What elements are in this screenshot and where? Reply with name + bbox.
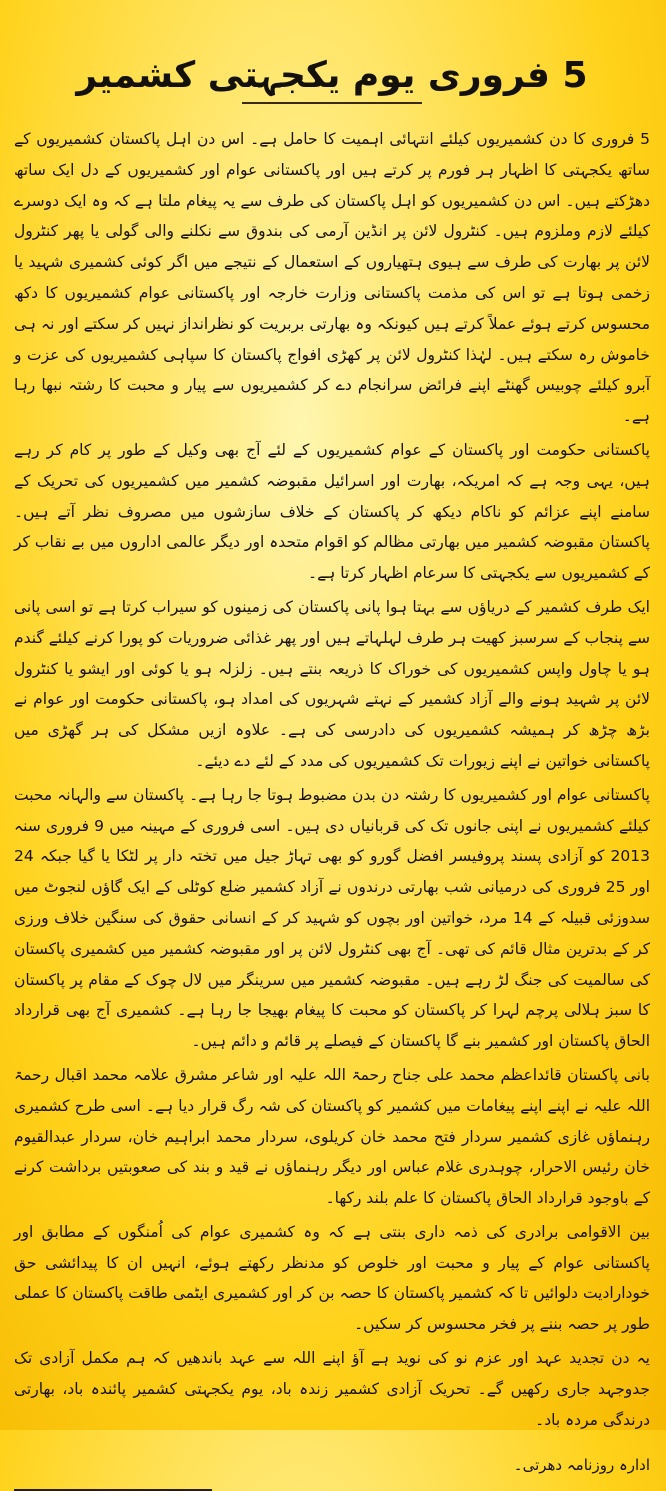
paragraph-5: بانی پاکستان قائداعظم محمد علی جناح رحمۃ اللہ علیہ اور شاعر مشرق علامہ محمد اقبال رحمۃ اللہ علیہ نے اپنے اپنے پیغامات میں کشمیر کو پاکستان کی شہ رگ قرار دیا ہے۔ اسی طرح کشمیری رہنماؤں غازی کشمیر سردار فتح محمد خان کریلوی، سردار محمد ابراہیم خان، سردار عبدالقیوم خان رئیس الاحرار، چوہدری غلام عباس اور دیگر رہنماؤں نے قید و بند کی صعوبتیں برداشت کرنے کے باوجود قرارداد الحاق پاکستان کا علم بلند رکھا۔ (14, 1065, 650, 1208)
paragraph-7: یہ دن تجدید عہد اور عزم نو کی نوید ہے آؤ اپنے اللہ سے عہد باندھیں کہ ہم مکمل آزادی تک جدوجہد جاری رکھیں گے۔ تحریک آزادی کشمیر زندہ باد، یوم یکجہتی کشمیر پائندہ باد، بھارتی درندگی مردہ باد۔ (14, 1349, 650, 1429)
paragraph-3: ایک طرف کشمیر کے دریاؤں سے بہتا ہوا پانی پاکستان کی زمینوں کو سیراب کرتا ہے تو اسی پانی سے پنجاب کے سرسبز کھیت ہر طرف لہلہاتے ہیں اور پھر غذائی ضروریات کو پورا کرنے کیلئے گندم ہو یا چاول واپس کشمیریوں کی خوراک کا ذریعہ بنتے ہیں۔ زلزلہ ہو یا کوئی اور ایشو یا کنٹرول لائن پر شہید ہونے والے آزاد کشمیر کے نہتے شہریوں کی امداد ہو، پاکستانی حکومت اور عوام نے بڑھ چڑھ کر ہمیشہ کشمیریوں کی دادرسی کی ہے۔ علاوہ ازیں مشکل کی ہر گھڑی میں پاکستانی خواتین نے اپنے زیورات تک کشمیریوں کی مدد کے لئے دے دیئے۔ (13, 597, 650, 770)
paragraph-6: بین الاقوامی برادری کی ذمہ داری بنتی ہے کہ وہ کشمیری عوام کی اُمنگوں کے مطابق اور پاکستانی عوام کے پیار و محبت اور خلوص کو مدنظر رکھتے ہوئے، انہیں ان کا پیدائشی حق خودارادیت دلوائیں تا کہ کشمیر پاکستان کا حصہ بن کر اور کشمیری ایٹمی طاقت پاکستان کا عملی طور پر حصہ بننے پر فخر محسوس کر سکیں۔ (14, 1222, 650, 1334)
paragraph-2: پاکستانی حکومت اور پاکستان کے عوام کشمیریوں کے لئے آج بھی وکیل کے طور پر کام کر رہے ہیں، یہی وجہ ہے کہ امریکہ، بھارت اور اسرائیل مقبوضہ کشمیر میں کشمیریوں کی تحریک کے سامنے اپنے عزائم کو ناکام دیکھ کر پاکستان کے خلاف سازشوں میں مصروف نظر آتے ہیں۔ پاکستان مقبوضہ کشمیر میں بھارتی مظالم کو اقوام متحدہ اور دیگر عالمی اداروں میں بے نقاب کر کے کشمیریوں سے یکجہتی کا سرعام اظہار کرتا ہے۔ (14, 440, 650, 583)
signature: ادارہ روزنامہ دھرتی۔ (513, 1456, 650, 1475)
article-body (14, 124, 650, 1435)
paragraph-1: 5 فروری کا دن کشمیریوں کیلئے انتہائی اہمیت کا حامل ہے۔ اس دن اہل پاکستان کشمیریوں کے ساتھ یکجہتی کا اظہار ہر فورم پر کرتے ہیں اور پاکستانی عوام اور کشمیریوں کے دل ایک ساتھ دھڑکتے ہیں۔ اس دن کشمیریوں کو اہل پاکستان کی طرف سے یہ پیغام ملتا ہے کہ وہ ایک دوسرے کیلئے لازم وملزوم ہیں۔ کنٹرول لائن پر انڈین آرمی کی بندوق سے نکلنے والی گولی یا پھر کنٹرول لائن پر بھارت کی طرف سے ہیوی ہتھیاروں کے استعمال کے نتیجے میں اگر کوئی کشمیری شہید یا زخمی ہوتا ہے تو اس کی مذمت پاکستانی وزارت خارجہ اور پاکستانی عوام کشمیریوں کا دکھ محسوس کرتے ہوئے عملاً کرتے ہیں کیونکہ وہ بھارتی بربریت کو نظرانداز نہیں کر سکتے اور نہ ہی خاموش رہ سکتے ہیں۔ لہٰذا کنٹرول لائن پر کھڑی افواج پاکستان کا سپاہی کشمیریوں کی عزت و آبرو کیلئے چوبیس گھنٹے اپنے فرائض سرانجام دے کر کشمیریوں سے پیار و محبت کا رشتہ نبھا رہا ہے۔ (14, 130, 650, 426)
article-title: 5 فروری یوم یکجہتی کشمیر (76, 55, 588, 96)
paragraph-4: پاکستانی عوام اور کشمیریوں کا رشتہ دن بدن مضبوط ہوتا جا رہا ہے۔ پاکستان سے والہانہ محبت کیلئے کشمیریوں نے اپنی جانوں تک کی قربانیاں دی ہیں۔ اسی فروری کے مہینہ میں 9 فروری سنہ 2013 کو آزادی پسند پروفیسر افضل گورو کو بھی تہاڑ جیل میں تختہ دار پر لٹکا یا گیا جبکہ 24 اور 25 فروری کی درمیانی شب بھارتی درندوں نے آزاد کشمیر ضلع کوٹلی کے ایک گاؤں لنجوٹ میں سدوزئی قبیلہ کے 14 مرد، خواتین اور بچوں کو شہید کر کے انسانی حقوق کی سنگین خلاف ورزی کر کے بدترین مثال قائم کی تھی۔ آج بھی کنٹرول لائن پر اور مقبوضہ کشمیر میں کشمیری پاکستان کی سالمیت کی جنگ لڑ رہے ہیں۔ مقبوضہ کشمیر میں سرینگر میں لال چوک کے مقام پر پاکستان کا سبز ہلالی پرچم لہرا کر پاکستان کو محبت کا پیغام بھیجا جا رہا ہے۔ کشمیری آج بھی قرارداد الحاق پاکستان اور کشمیر بنے گا پاکستان کے فیصلے پر قائم و دائم ہیں۔ (14, 785, 651, 1051)
title-underline (242, 102, 422, 104)
